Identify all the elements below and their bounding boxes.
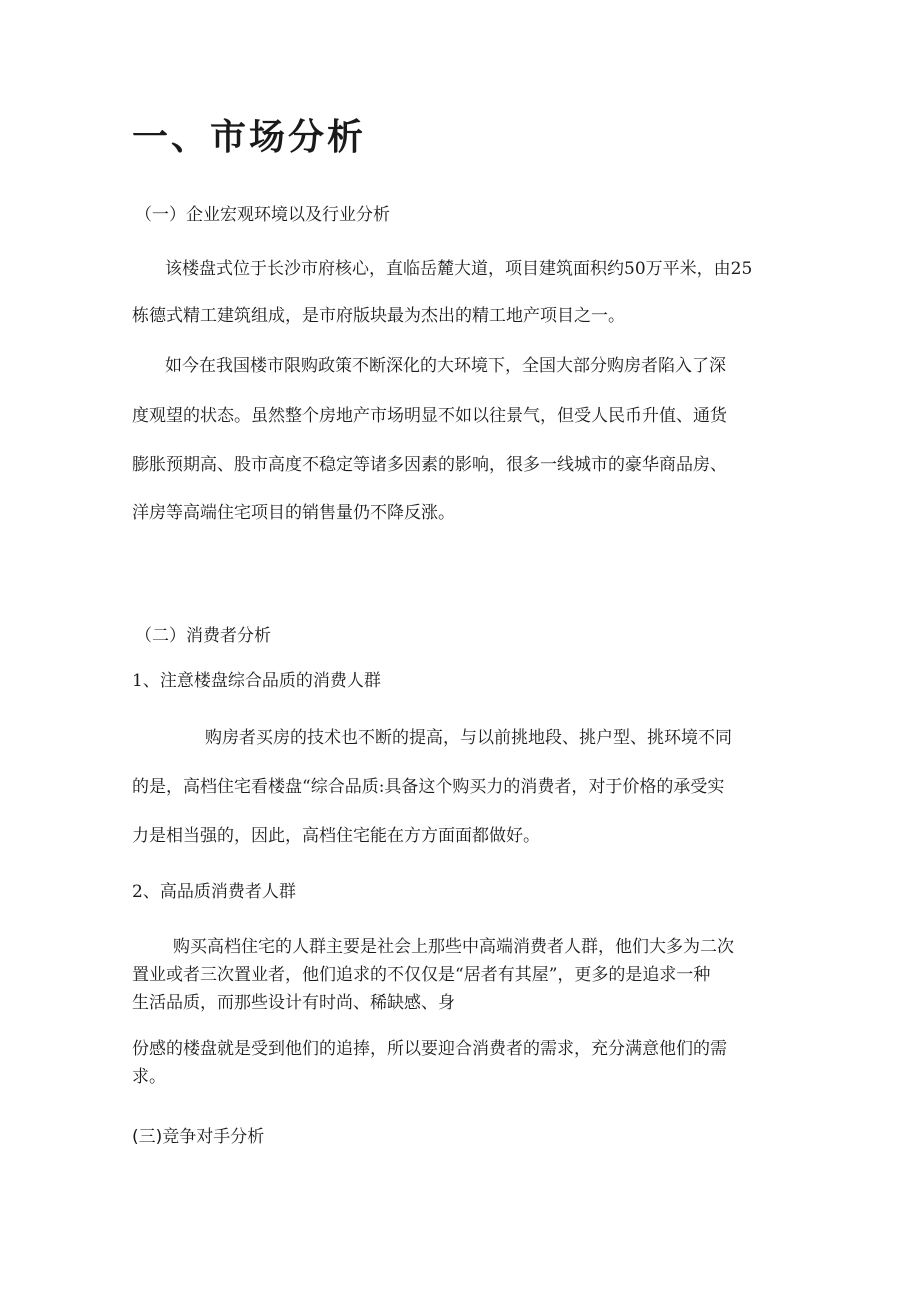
paragraph-line: 置业或者三次置业者，他们追求的不仅仅是“居者有其屋”，更多的是追求一种 (132, 965, 711, 985)
paragraph-line: 份感的楼盘就是受到他们的追捧，所以要迎合消费者的需求，充分满意他们的需 (132, 1039, 727, 1059)
paragraph-line: 购房者买房的技术也不断的提高，与以前挑地段、挑户型、挑环境不同 (205, 728, 732, 748)
page-title: 一、市场分析 (132, 116, 367, 158)
section-heading-macro: （一）企业宏观环境以及行业分析 (135, 205, 390, 225)
paragraph-line: 栋德式精工建筑组成，是市府版块最为杰出的精工地产项目之一。 (132, 306, 625, 326)
paragraph-line: 购买高档住宅的人群主要是社会上那些中高端消费者人群，他们大多为二次 (173, 937, 734, 957)
paragraph-line: 的是，高档住宅看楼盘“综合品质:具备这个购买力的消费者，对于价格的承受实 (132, 777, 725, 797)
paragraph-line: 膨胀预期高、股市高度不稳定等诸多因素的影响，很多一线城市的豪华商品房、 (132, 455, 727, 475)
paragraph-line: 洋房等高端住宅项目的销售量仍不降反涨。 (132, 503, 455, 523)
paragraph-line: 该楼盘式位于长沙市府核心，直临岳麓大道，项目建筑面积约50万平米，由25 (165, 259, 753, 279)
paragraph-line: 生活品质，而那些设计有时尚、稀缺感、身 (132, 993, 455, 1013)
section-heading-competitor: (三)竞争对手分析 (132, 1127, 265, 1147)
subheading: 2、高品质消费者人群 (132, 882, 296, 902)
paragraph-line: 求。 (132, 1067, 166, 1087)
paragraph-line: 如今在我国楼市限购政策不断深化的大环境下，全国大部分购房者陷入了深 (165, 356, 726, 376)
section-heading-consumer: （二）消费者分析 (135, 626, 271, 646)
subheading: 1、注意楼盘综合品质的消费人群 (132, 671, 381, 691)
paragraph-line: 力是相当强的，因此，高档住宅能在方方面面都做好。 (132, 826, 540, 846)
paragraph-line: 度观望的状态。虽然整个房地产市场明显不如以往景气，但受人民币升值、通货 (132, 406, 727, 426)
